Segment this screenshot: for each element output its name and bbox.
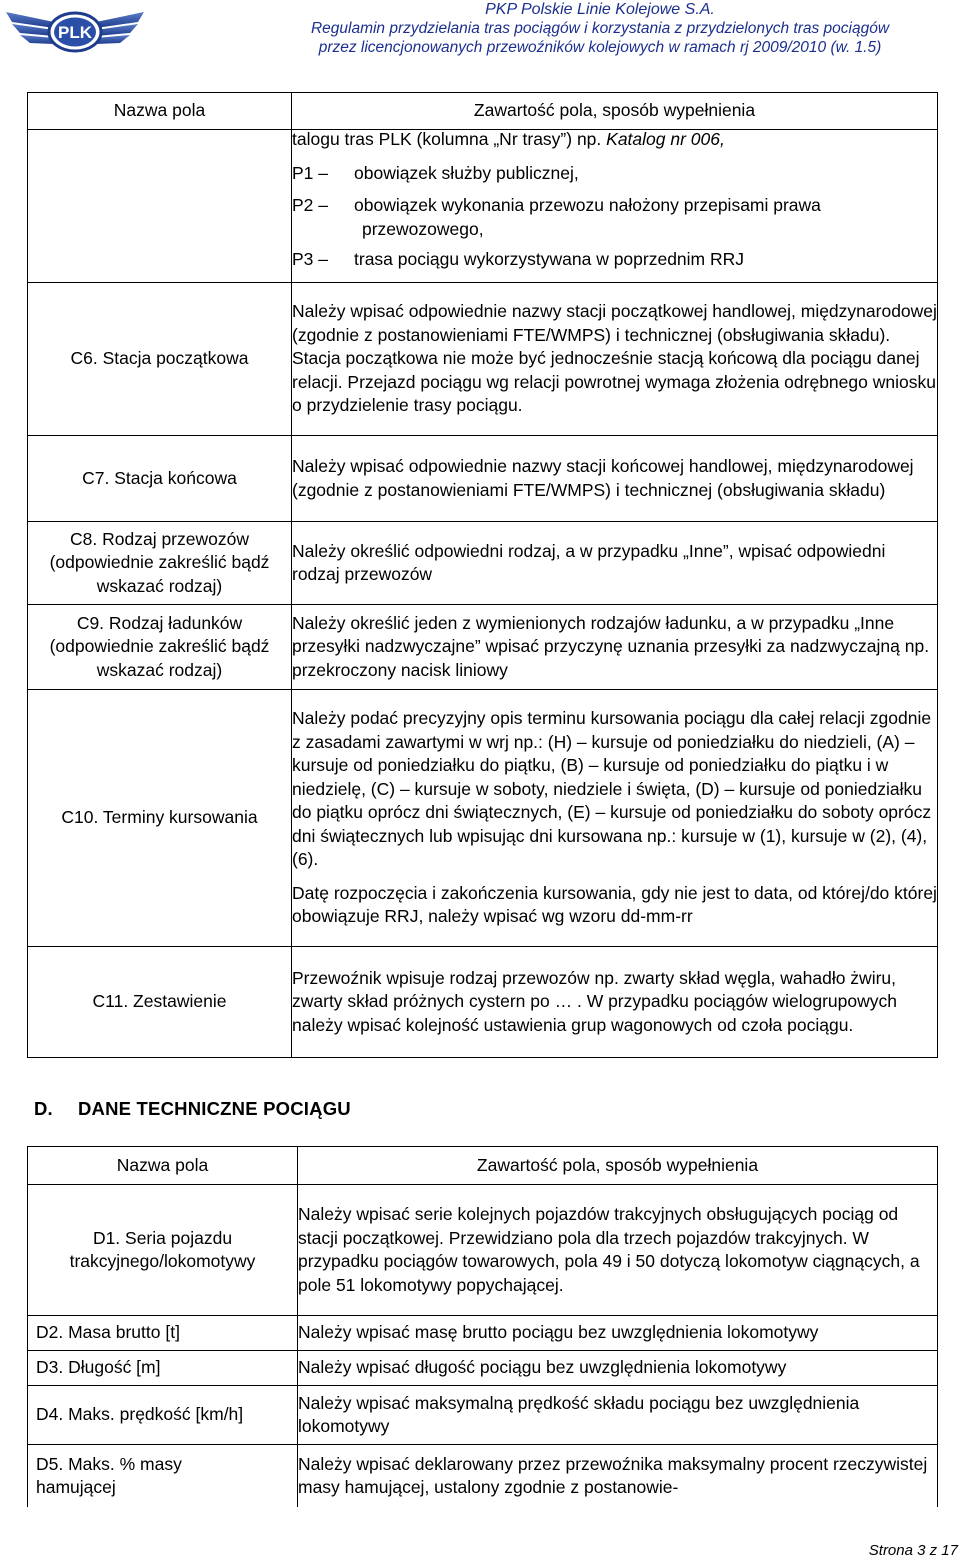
field-content: Należy wpisać maksymalną prędkość składu pociągu bez uwzględnienia lokomotywy xyxy=(298,1386,938,1445)
table-row xyxy=(28,436,938,522)
p-code-list xyxy=(292,162,937,272)
col-name-header: Nazwa pola xyxy=(28,93,292,130)
section-title: DANE TECHNICZNE POCIĄGU xyxy=(78,1098,351,1119)
field-content: Należy określić jeden z wymienionych rodzajów ładunku, a w przypadku „Inne przesyłki nadzwyczajne” wpisać przyczynę uznania przesyłki za nadzwyczajną np. przekroczony nacisk liniowy xyxy=(292,605,938,690)
table-row xyxy=(28,605,938,690)
table-row xyxy=(28,522,938,605)
field-content: Należy wpisać deklarowany przez przewoźnika maksymalny procent rzeczywistej masy hamującej, ustalony zgodnie z postanowie- xyxy=(298,1445,938,1508)
table-row xyxy=(28,1386,938,1445)
continuation-cell xyxy=(292,130,938,283)
field-name: C8. Rodzaj przewozów (odpowiednie zakreślić bądź wskazać rodzaj) xyxy=(28,522,292,605)
table-row xyxy=(28,1445,938,1508)
field-content: Należy określić odpowiedni rodzaj, a w przypadku „Inne”, wpisać odpowiedni rodzaj przewozów xyxy=(292,522,938,605)
table-row xyxy=(28,283,938,436)
field-name: C7. Stacja końcowa xyxy=(28,436,292,522)
field-name: D3. Długość [m] xyxy=(28,1351,298,1386)
page-header xyxy=(0,0,960,66)
field-name: D2. Masa brutto [t] xyxy=(28,1316,298,1351)
field-name: C10. Terminy kursowania xyxy=(28,690,292,947)
field-content: Należy wpisać odpowiednie nazwy stacji końcowej handlowej, międzynarodowej (zgodnie z postanowieniami FTE/WMPS) i technicznej (obsługiwania składu) xyxy=(292,436,938,522)
header-line-2: Regulamin przydzielania tras pociągów i korzystania z przydzielonych tras pociągów xyxy=(310,20,890,37)
field-name: C6. Stacja początkowa xyxy=(28,283,292,436)
table-row xyxy=(28,1185,938,1316)
continuation-text: talogu tras PLK (kolumna „Nr trasy”) np. xyxy=(292,129,607,149)
table-row xyxy=(28,1351,938,1386)
fields-table-d xyxy=(27,1146,938,1507)
table-header-row xyxy=(28,93,938,130)
field-content: Należy wpisać serie kolejnych pojazdów trakcyjnych obsługujących pociąg od stacji początkowej. Przewidziano pola dla trzech pojazdów trakcyjnych. W przypadku pociągów towarowych, pola 49 i 50 dotyczą lokomotyw ciągnących, a pole 51 lokomotywy popychającej. xyxy=(298,1185,938,1316)
col-name-header: Nazwa pola xyxy=(28,1147,298,1185)
plk-logo-icon xyxy=(2,2,148,60)
col-content-header: Zawartość pola, sposób wypełnienia xyxy=(292,93,938,130)
field-name: D1. Seria pojazdu trakcyjnego/lokomotywy xyxy=(28,1185,298,1316)
section-label: D. xyxy=(34,1098,53,1119)
svg-text:PLK: PLK xyxy=(58,23,92,42)
field-name: D4. Maks. prędkość [km/h] xyxy=(28,1386,298,1445)
field-name: C11. Zestawienie xyxy=(28,947,292,1058)
list-item: P3 – trasa pociągu wykorzystywana w poprzednim RRJ xyxy=(292,249,745,269)
section-heading-d xyxy=(34,1098,351,1120)
header-company: PKP Polskie Linie Kolejowe S.A. xyxy=(485,1,715,18)
field-content: Przewoźnik wpisuje rodzaj przewozów np. zwarty skład węgla, wahadło żwiru, zwarty skład próżnych cystern po … . W przypadku pociągów wielogrupowych należy wpisać kolejność ustawienia grup wagonowych od czoła pociągu. xyxy=(292,947,938,1058)
field-content: Należy wpisać masę brutto pociągu bez uwzględnienia lokomotywy xyxy=(298,1316,938,1351)
catalog-ref: Katalog nr 006, xyxy=(606,129,725,149)
table-row-continuation xyxy=(28,130,938,283)
list-item: P1 – obowiązek służby publicznej, xyxy=(292,162,579,183)
header-line-3: przez licencjonowanych przewoźników kolejowych w ramach rj 2009/2010 (w. 1.5) xyxy=(318,39,882,56)
field-name: D5. Maks. % masy hamującej xyxy=(28,1445,298,1508)
page-number: Strona 3 z 17 xyxy=(868,1542,958,1559)
field-name: C9. Rodzaj ładunków (odpowiednie zakreślić bądź wskazać rodzaj) xyxy=(28,605,292,690)
field-content: Należy wpisać długość pociągu bez uwzględnienia lokomotywy xyxy=(298,1351,938,1386)
table-row xyxy=(28,947,938,1058)
table-row xyxy=(28,1316,938,1351)
col-content-header: Zawartość pola, sposób wypełnienia xyxy=(298,1147,938,1185)
list-item: P2 – obowiązek wykonania przewozu nałożony przepisami prawa przewozowego, xyxy=(292,195,821,239)
header-text xyxy=(240,0,960,57)
field-content: Należy wpisać odpowiednie nazwy stacji początkowej handlowej, międzynarodowej (zgodnie z postanowieniami FTE/WMPS) i technicznej (obsługiwania składu). Stacja początkowa nie może być jednocześnie stacją końcową dla pociągu danej relacji. Przejazd pociągu wg relacji powrotnej wymaga złożenia odrębnego wniosku o przydzielenie trasy pociągu. xyxy=(292,283,938,436)
empty-name-cell xyxy=(28,130,292,283)
field-content: Należy podać precyzyjny opis terminu kursowania pociągu dla całej relacji zgodnie z zasadami zawartymi w wrj np.: (H) – kursuje od poniedziałku do niedzieli, (A) – kursuje od poniedziałku do piątku, (B) – kursuje od poniedziałku do piątku i w niedzielę, (C) – kursuje w soboty, niedziele i święta, (D) – kursuje od poniedziałku do piątku oprócz dni świątecznych, (E) – kursuje od poniedziałku do soboty oprócz dni świątecznych lub wpisując dni kursowana np.: kursuje w (1), kursuje w (2), (4), (6). Datę rozpoczęcia i zakończenia kursowania, gdy nie jest to data, od której/do której obowiązuje RRJ, należy wpisać wg wzoru dd-mm-rr xyxy=(292,690,938,947)
table-row xyxy=(28,690,938,947)
table-header-row xyxy=(28,1147,938,1185)
fields-table-c xyxy=(27,92,938,1058)
